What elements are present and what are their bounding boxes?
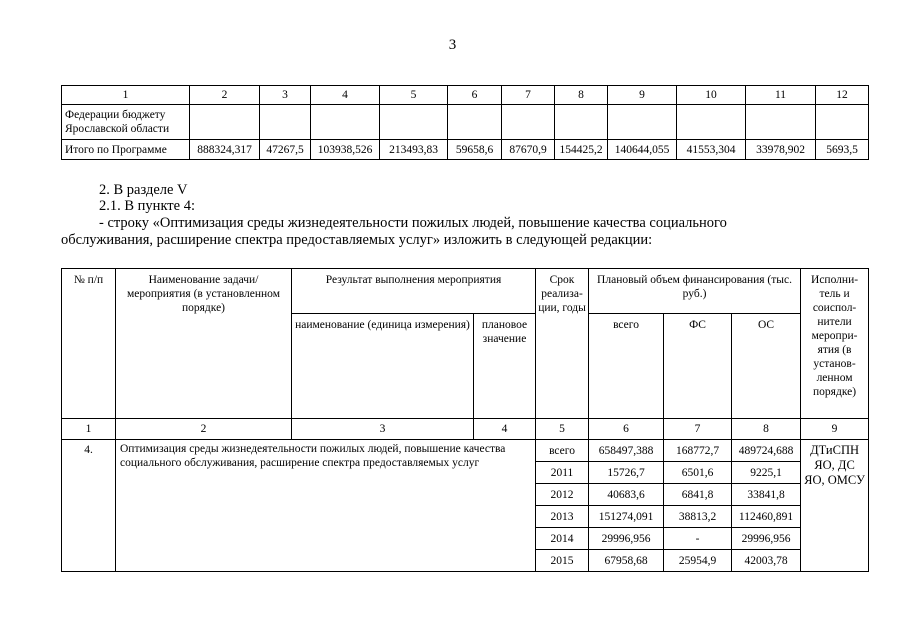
header-os: ОС — [732, 314, 801, 419]
total-cell: 151274,091 — [589, 506, 664, 528]
table-cell: 140644,055 — [608, 140, 677, 160]
table-cell — [260, 105, 311, 140]
table-cell: 888324,317 — [190, 140, 260, 160]
summary-header-cell: 12 — [816, 86, 869, 105]
year-cell: 2013 — [536, 506, 589, 528]
summary-table — [61, 85, 869, 160]
year-cell: 2012 — [536, 484, 589, 506]
summary-header-cell: 9 — [608, 86, 677, 105]
fs-cell: 6501,6 — [664, 462, 732, 484]
year-cell: всего — [536, 440, 589, 462]
header-num: № п/п — [62, 269, 116, 419]
summary-header-cell: 10 — [677, 86, 746, 105]
column-number-row — [62, 419, 869, 440]
table-row — [62, 440, 869, 462]
year-cell: 2011 — [536, 462, 589, 484]
summary-header-cell: 11 — [746, 86, 816, 105]
header-executor: Исполни-тель и соиспол-нители меропри-ятия (в установ-ленном порядке) — [801, 269, 869, 419]
fs-cell: 168772,7 — [664, 440, 732, 462]
body-paragraph-line: - строку «Оптимизация среды жизнедеятельности пожилых людей, повышение качества социального — [99, 215, 727, 231]
table-row — [62, 140, 869, 160]
column-number: 3 — [292, 419, 474, 440]
table-cell: 103938,526 — [311, 140, 380, 160]
column-number: 7 — [664, 419, 732, 440]
total-cell: 67958,68 — [589, 550, 664, 572]
fs-cell: - — [664, 528, 732, 550]
column-number: 4 — [474, 419, 536, 440]
summary-header-row — [62, 86, 869, 105]
header-result-name: наименование (единица измерения) — [292, 314, 474, 419]
fs-cell: 38813,2 — [664, 506, 732, 528]
table-cell: 5693,5 — [816, 140, 869, 160]
summary-header-cell: 2 — [190, 86, 260, 105]
table-cell: 41553,304 — [677, 140, 746, 160]
table-cell: 59658,6 — [448, 140, 502, 160]
row-number: 4. — [62, 440, 116, 572]
fs-cell: 25954,9 — [664, 550, 732, 572]
table-cell: 154425,2 — [555, 140, 608, 160]
os-cell: 489724,688 — [732, 440, 801, 462]
fs-cell: 6841,8 — [664, 484, 732, 506]
table-cell — [448, 105, 502, 140]
total-cell: 29996,956 — [589, 528, 664, 550]
year-cell: 2014 — [536, 528, 589, 550]
table-cell — [380, 105, 448, 140]
total-cell: 658497,388 — [589, 440, 664, 462]
table-row — [62, 105, 869, 140]
header-total: всего — [589, 314, 664, 419]
header-term: Срок реализа-ции, годы — [536, 269, 589, 419]
os-cell: 9225,1 — [732, 462, 801, 484]
os-cell: 29996,956 — [732, 528, 801, 550]
table-cell — [190, 105, 260, 140]
header-row — [62, 269, 869, 314]
table-cell — [502, 105, 555, 140]
table-cell — [816, 105, 869, 140]
table-cell: 213493,83 — [380, 140, 448, 160]
os-cell: 42003,78 — [732, 550, 801, 572]
summary-header-cell: 6 — [448, 86, 502, 105]
summary-header-cell: 3 — [260, 86, 311, 105]
table-cell: 87670,9 — [502, 140, 555, 160]
os-cell: 33841,8 — [732, 484, 801, 506]
summary-header-cell: 4 — [311, 86, 380, 105]
table-cell — [608, 105, 677, 140]
page-number: 3 — [448, 37, 457, 53]
column-number: 5 — [536, 419, 589, 440]
column-number: 6 — [589, 419, 664, 440]
summary-header-cell: 5 — [380, 86, 448, 105]
table-cell: 33978,902 — [746, 140, 816, 160]
header-plan: Плановый объем финансирования (тыс. руб.) — [589, 269, 801, 314]
table-cell — [677, 105, 746, 140]
body-paragraph-line: обслуживания, расширение спектра предоставляемых услуг» изложить в следующей редакции: — [61, 232, 653, 248]
row-label: Федерации бюджету Ярославской области — [62, 105, 190, 140]
header-result-value: плановое значение — [474, 314, 536, 419]
task-name: Оптимизация среды жизнедеятельности пожилых людей, повышение качества социального обслуживания, расширение спектра предоставляемых услуг — [116, 440, 536, 572]
row-label: Итого по Программе — [62, 140, 190, 160]
total-cell: 40683,6 — [589, 484, 664, 506]
subsection-heading: 2.1. В пункте 4: — [99, 198, 195, 214]
executor-cell: ДТиСПН ЯО, ДС ЯО, ОМСУ — [801, 440, 869, 572]
summary-header-cell: 1 — [62, 86, 190, 105]
summary-header-cell: 7 — [502, 86, 555, 105]
measures-table — [61, 268, 869, 572]
column-number: 2 — [116, 419, 292, 440]
column-number: 8 — [732, 419, 801, 440]
year-cell: 2015 — [536, 550, 589, 572]
header-result: Результат выполнения мероприятия — [292, 269, 536, 314]
column-number: 9 — [801, 419, 869, 440]
total-cell: 15726,7 — [589, 462, 664, 484]
header-fs: ФС — [664, 314, 732, 419]
table-cell — [311, 105, 380, 140]
header-name: Наименование задачи/мероприятия (в установленном порядке) — [116, 269, 292, 419]
table-cell: 47267,5 — [260, 140, 311, 160]
table-cell — [746, 105, 816, 140]
os-cell: 112460,891 — [732, 506, 801, 528]
column-number: 1 — [62, 419, 116, 440]
summary-header-cell: 8 — [555, 86, 608, 105]
section-heading: 2. В разделе V — [99, 182, 188, 198]
table-cell — [555, 105, 608, 140]
